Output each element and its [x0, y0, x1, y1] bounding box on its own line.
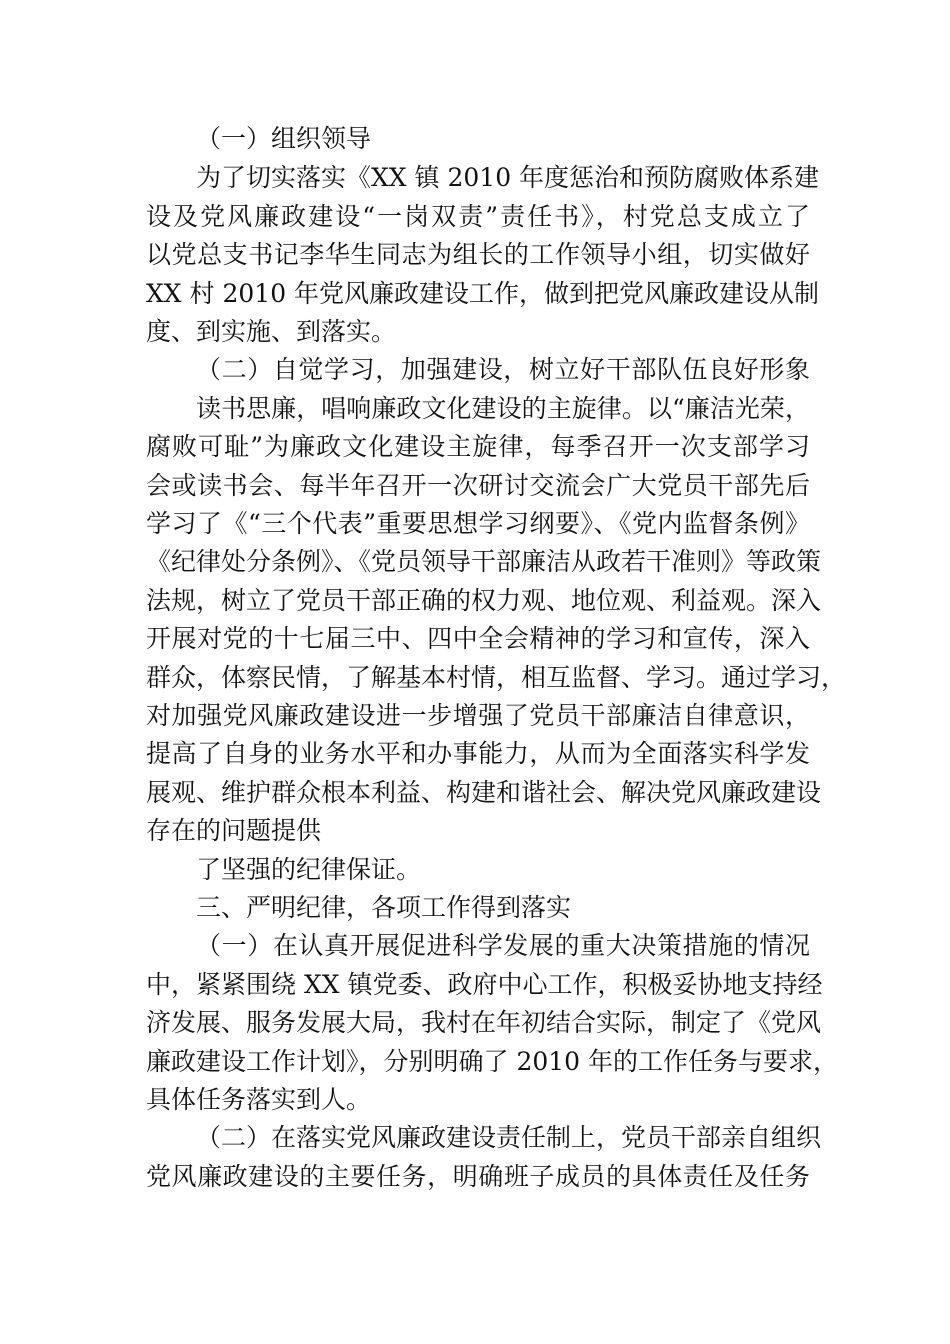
paragraph-line: 廉政建设工作计划》，分别明确了 2010 年的工作任务与要求，	[146, 1047, 839, 1076]
paragraph-line: 法规，树立了党员干部正确的权力观、地位观、利益观。深入	[146, 586, 822, 615]
paragraph-line: 为了切实落实《XX 镇 2010 年度惩治和预防腐败体系建	[196, 163, 820, 192]
paragraph-line: 济发展、服务发展大局，我村在年初结合实际，制定了《党风	[146, 1008, 822, 1037]
paragraph-line: 会或读书会、每半年召开一次研讨交流会广大党员干部先后	[146, 471, 810, 500]
section-heading: 三、严明纪律，各项工作得到落实	[196, 893, 572, 922]
paragraph-line: 群众，体察民情，了解基本村情，相互监督、学习。通过学习，	[146, 663, 847, 692]
paragraph-line: 提高了自身的业务水平和办事能力，从而为全面落实科学发	[146, 739, 810, 768]
paragraph-line: 学习了《“三个代表”重要思想学习纲要》、《党内监督条例》	[146, 509, 810, 538]
paragraph-line: 《纪律处分条例》、《党员领导干部廉洁从政若干准则》等政策	[146, 547, 822, 576]
paragraph-line: 具体任务落实到人。	[146, 1085, 372, 1114]
paragraph-line: 对加强党风廉政建设进一步增强了党员干部廉洁自律意识，	[146, 701, 810, 730]
paragraph-line: 度、到实施、到落实。	[146, 317, 397, 346]
paragraph-line: 存在的问题提供	[146, 816, 322, 845]
paragraph-line: 中，紧紧围绕 XX 镇党委、政府中心工作，积极妥协地支持经	[146, 970, 823, 999]
paragraph-line: 展观、维护群众根本利益、构建和谐社会、解决党风廉政建设	[146, 778, 822, 807]
paragraph-line: 以党总支书记李华生同志为组长的工作领导小组，切实做好	[146, 240, 810, 269]
section-heading: （一）组织领导	[196, 124, 372, 153]
paragraph-line: （一）在认真开展促进科学发展的重大决策措施的情况	[196, 931, 810, 960]
paragraph-line: 了坚强的纪律保证。	[196, 855, 422, 884]
paragraph-line: 开展对党的十七届三中、四中全会精神的学习和宣传，深入	[146, 624, 810, 653]
paragraph-line: XX 村 2010 年党风廉政建设工作，做到把党风廉政建设从制	[146, 279, 820, 308]
section-heading: （二）自觉学习，加强建设，树立好干部队伍良好形象	[196, 355, 810, 384]
paragraph-line: 党风廉政建设的主要任务，明确班子成员的具体责任及任务	[146, 1162, 810, 1191]
paragraph-line: 腐败可耻”为廉政文化建设主旋律，每季召开一次支部学习	[146, 432, 810, 461]
paragraph-line: 设及党风廉政建设“一岗双责”责任书》，村党总支成立了	[146, 202, 810, 231]
paragraph-line: （二）在落实党风廉政建设责任制上，党员干部亲自组织	[196, 1123, 822, 1152]
paragraph-line: 读书思廉，唱响廉政文化建设的主旋律。以“廉洁光荣，	[196, 394, 810, 423]
